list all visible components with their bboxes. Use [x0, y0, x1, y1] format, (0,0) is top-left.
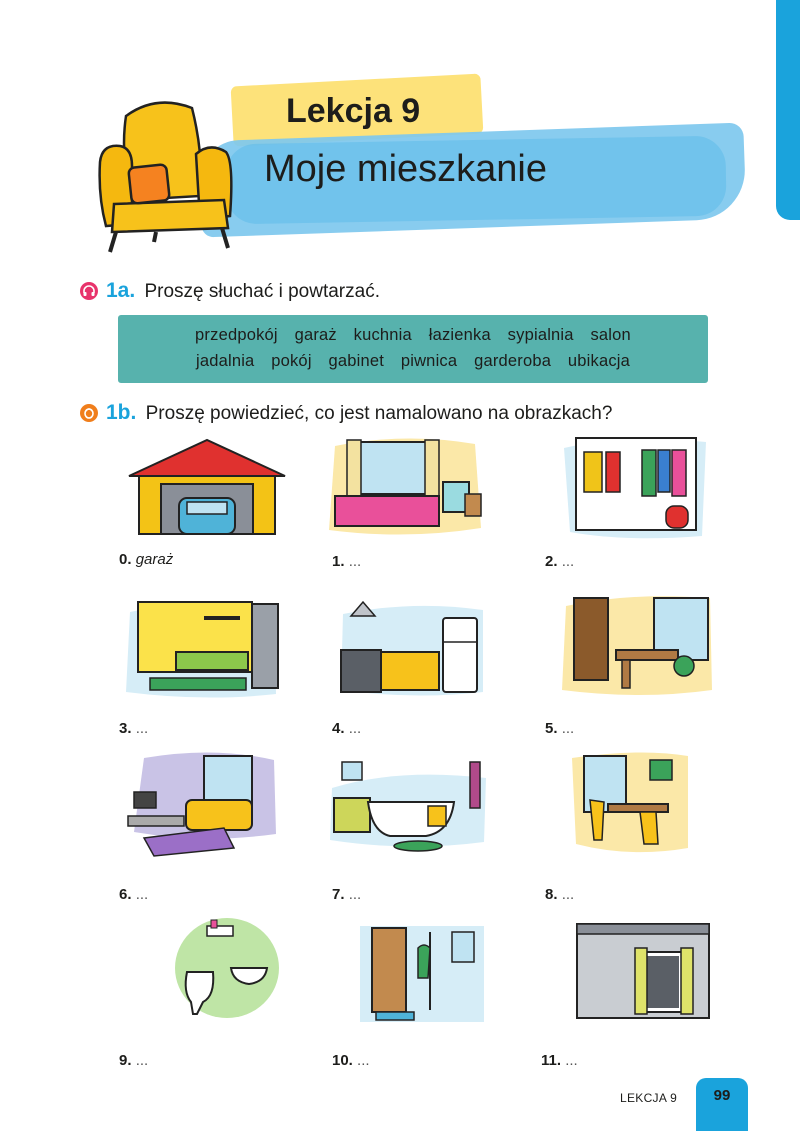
- caption-number: 2.: [545, 553, 558, 570]
- word-bank-item: łazienka: [428, 326, 491, 344]
- picture-caption-0: [119, 551, 173, 568]
- caption-answer: garaż: [135, 551, 174, 568]
- word-bank-item: garaż: [294, 326, 337, 344]
- caption-answer: ...: [348, 553, 362, 570]
- caption-answer: ...: [348, 886, 362, 903]
- bathroom-illustration: [328, 748, 488, 858]
- picture-caption-8: [545, 886, 574, 903]
- exercise-1a-number: 1a.: [106, 279, 136, 302]
- picture-caption-3: [119, 720, 148, 737]
- exercise-1b-number: 1b.: [106, 401, 137, 424]
- word-bank-item: garderoba: [474, 352, 552, 370]
- caption-number: 1.: [332, 553, 345, 570]
- picture-caption-10: [332, 1052, 370, 1069]
- caption-number: 7.: [332, 886, 345, 903]
- word-bank-item: kuchnia: [353, 326, 412, 344]
- exercise-1b-instruction: Proszę powiedzieć, co jest namalowano na obrazkach?: [145, 403, 613, 424]
- garage-illustration: [127, 432, 287, 542]
- word-bank-row-1: [118, 326, 708, 345]
- caption-number: 9.: [119, 1052, 132, 1069]
- caption-number: 3.: [119, 720, 132, 737]
- picture-caption-11: [541, 1052, 578, 1069]
- caption-answer: ...: [561, 720, 575, 737]
- caption-answer: ...: [135, 1052, 149, 1069]
- picture-caption-4: [332, 720, 361, 737]
- word-bank: [118, 315, 708, 383]
- dining-room-illustration: [560, 748, 720, 858]
- word-bank-item: gabinet: [328, 352, 385, 370]
- caption-answer: ...: [561, 553, 575, 570]
- bedroom-illustration: [325, 432, 485, 542]
- footer-lesson-label: LEKCJA 9: [620, 1091, 678, 1105]
- word-bank-item: jadalnia: [195, 352, 255, 370]
- caption-answer: ...: [135, 720, 149, 737]
- exercise-1a-heading: [106, 279, 380, 303]
- basement-illustration: [563, 918, 723, 1028]
- picture-caption-6: [119, 886, 148, 903]
- page-title: Moje mieszkanie: [264, 148, 547, 190]
- picture-caption-9: [119, 1052, 148, 1069]
- chapter-side-tab: [776, 0, 800, 220]
- caption-number: 4.: [332, 720, 345, 737]
- room-illustration: [124, 594, 284, 704]
- caption-number: 5.: [545, 720, 558, 737]
- caption-answer: ...: [135, 886, 149, 903]
- picture-caption-7: [332, 886, 361, 903]
- caption-number: 8.: [545, 886, 558, 903]
- word-bank-item: salon: [590, 326, 631, 344]
- picture-caption-2: [545, 553, 574, 570]
- word-bank-item: ubikacja: [567, 352, 631, 370]
- word-bank-row-2: [118, 352, 708, 371]
- wardrobe-illustration: [556, 432, 716, 542]
- toilet-illustration: [147, 912, 307, 1022]
- picture-caption-1: [332, 553, 361, 570]
- word-bank-item: sypialnia: [507, 326, 574, 344]
- hallway-illustration: [342, 922, 502, 1032]
- speech-icon: [80, 404, 98, 422]
- caption-answer: ...: [565, 1052, 578, 1069]
- caption-answer: ...: [348, 720, 362, 737]
- caption-number: 10.: [332, 1052, 353, 1069]
- picture-caption-5: [545, 720, 574, 737]
- headphones-icon: [80, 282, 98, 300]
- living-room-illustration: [124, 748, 284, 858]
- caption-answer: ...: [561, 886, 575, 903]
- word-bank-item: przedpokój: [195, 326, 278, 344]
- armchair-illustration: [96, 96, 236, 258]
- kitchen-illustration: [333, 594, 493, 704]
- exercise-1a-instruction: Proszę słuchać i powtarzać.: [144, 281, 380, 302]
- word-bank-item: pokój: [271, 352, 312, 370]
- lesson-number: Lekcja 9: [286, 92, 421, 130]
- page-number: 99: [696, 1078, 748, 1131]
- exercise-1b-heading: [106, 401, 612, 425]
- word-bank-item: piwnica: [400, 352, 458, 370]
- caption-answer: ...: [357, 1052, 370, 1069]
- office-illustration: [560, 590, 720, 700]
- caption-number: 11.: [541, 1052, 562, 1069]
- caption-number: 6.: [119, 886, 132, 903]
- caption-number: 0.: [119, 551, 132, 568]
